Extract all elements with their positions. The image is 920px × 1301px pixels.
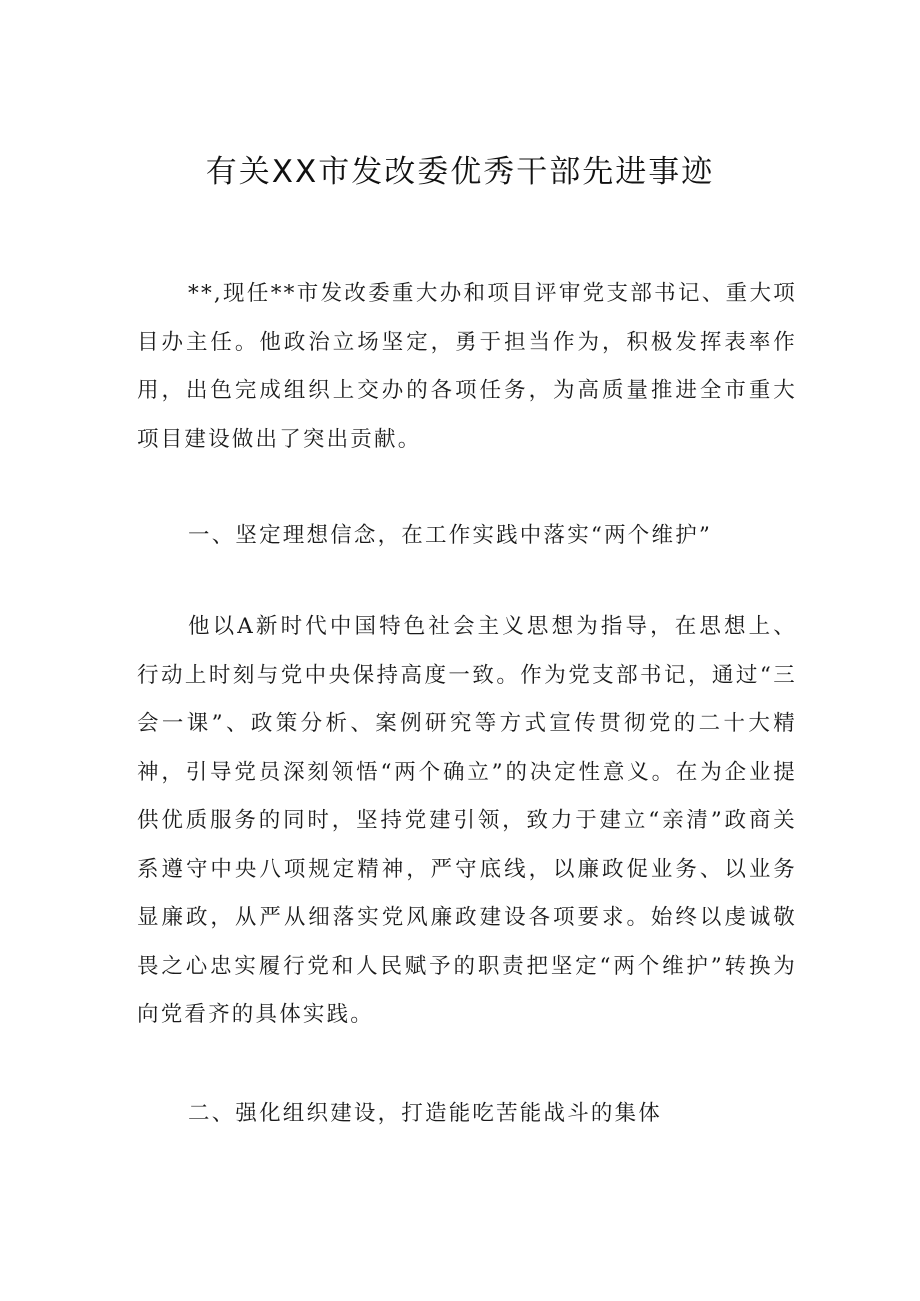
document-title: 有关XX市发改委优秀干部先进事迹: [205, 154, 715, 190]
section-heading-1: 一、坚定理想信念，在工作实践中落实“两个维护”: [188, 523, 713, 548]
section-heading-2: 二、强化组织建设，打造能吃苦能战斗的集体: [188, 1101, 663, 1126]
section-body-1: 他以A新时代中国特色社会主义思想为指导，在思想上、行动上时刻与党中央保持高度一致。作为党支部书记，通过“三会一课”、政策分析、案例研究等方式宣传贯彻党的二十大精神，引导党员深刻领悟“两个确立”的决定性意义。在为企业提供优质服务的同时，坚持党建引领，致力于建立“亲清”政商关系遵守中央八项规定精神，严守底线，以廉政促业务、以业务显廉政，从严从细落实党风廉政建设各项要求。始终以虔诚敬畏之心忠实履行党和人民赋予的职责把坚定“两个维护”转换为向党看齐的具体实践。: [137, 614, 797, 1027]
intro-paragraph: **,现任**市发改委重大办和项目评审党支部书记、重大项目办主任。他政治立场坚定，勇于担当作为，积极发挥表率作用，出色完成组织上交办的各项任务，为高质量推进全市重大项目建设做出了突出贡献。: [137, 281, 797, 452]
